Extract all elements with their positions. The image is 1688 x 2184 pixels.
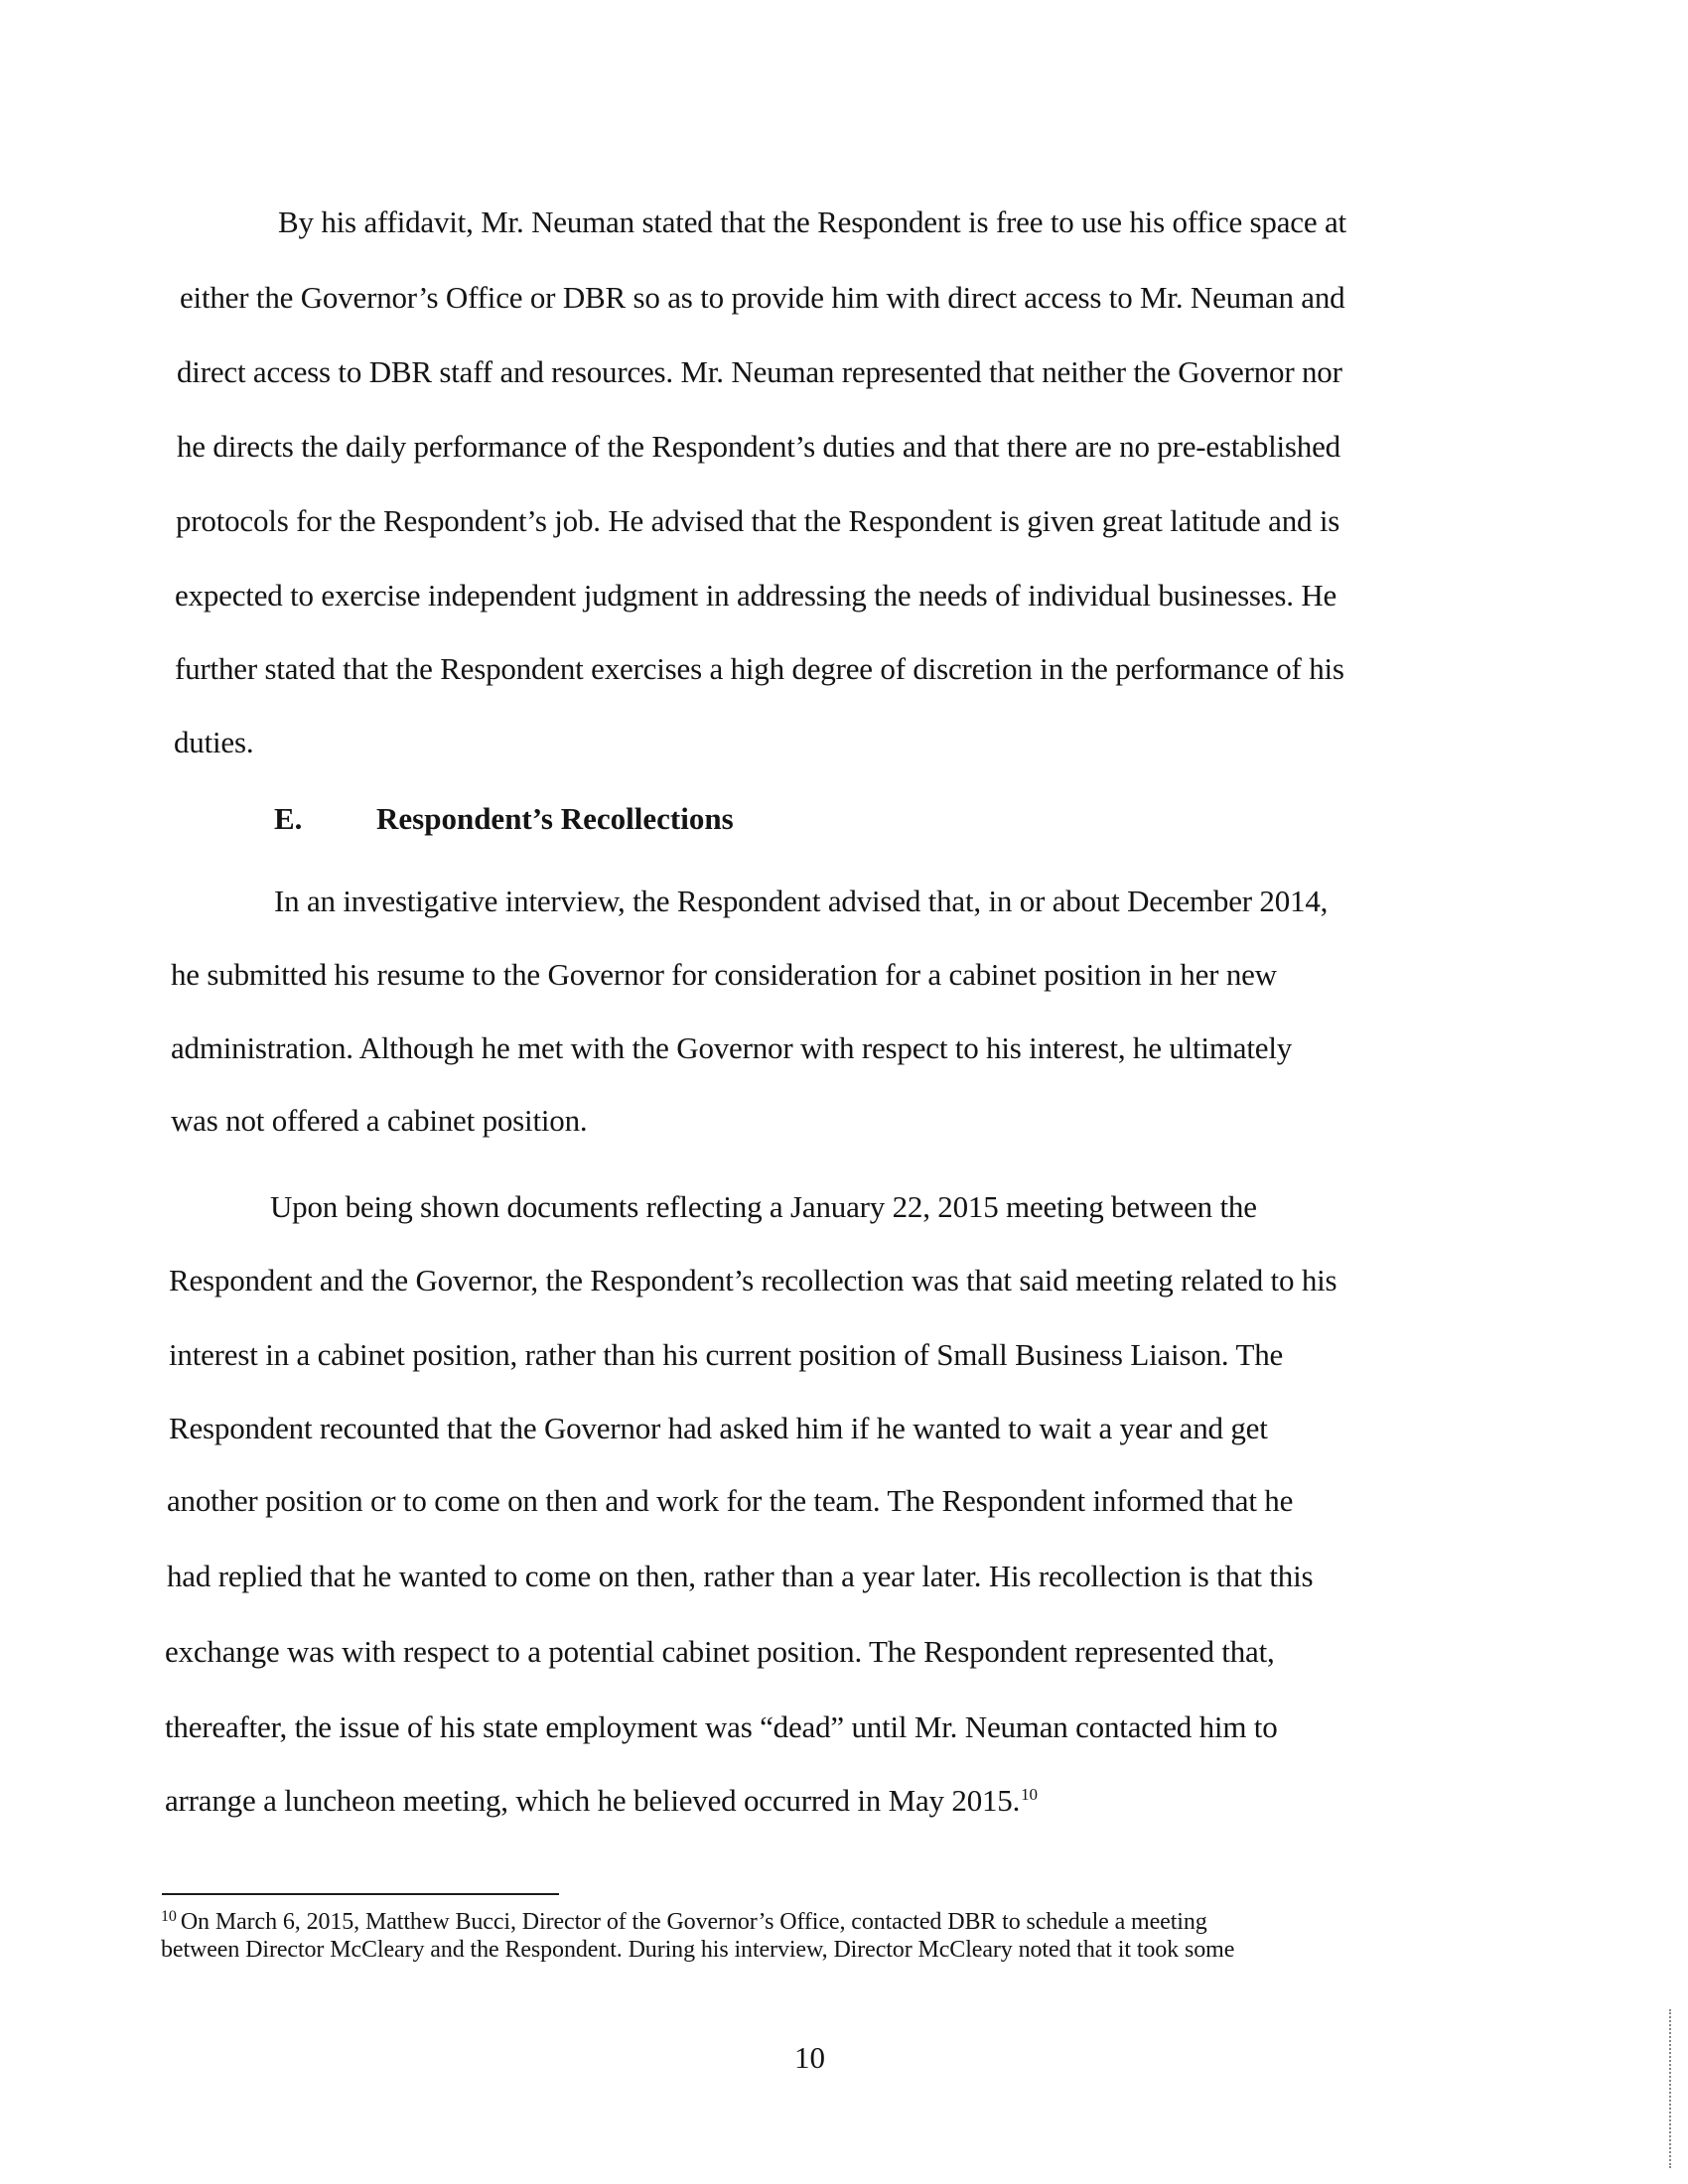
- text-line: had replied that he wanted to come on then, rather than a year later. His recollection is that this: [167, 1559, 1314, 1593]
- footnote-separator: [162, 1893, 559, 1895]
- scan-edge-mark: [1669, 2009, 1672, 2168]
- text-line: protocols for the Respondent’s job. He advised that the Respondent is given great latitude and is: [176, 503, 1340, 538]
- text-line: Respondent recounted that the Governor had asked him if he wanted to wait a year and get: [169, 1411, 1268, 1445]
- page-number: 10: [794, 2040, 825, 2075]
- text-line: direct access to DBR staff and resources. Mr. Neuman represented that neither the Governor nor: [177, 354, 1342, 389]
- text-line: either the Governor’s Office or DBR so as to provide him with direct access to Mr. Neuman and: [180, 280, 1345, 315]
- text-line: Respondent and the Governor, the Respondent’s recollection was that said meeting related to his: [169, 1263, 1337, 1297]
- section-letter: E.: [274, 801, 303, 836]
- text-line-content: arrange a luncheon meeting, which he believed occurred in May 2015.: [165, 1783, 1021, 1818]
- text-line: was not offered a cabinet position.: [171, 1103, 588, 1138]
- text-line: thereafter, the issue of his state employment was “dead” until Mr. Neuman contacted him to: [165, 1709, 1278, 1744]
- footnote-number: 10: [161, 1908, 177, 1925]
- text-line: administration. Although he met with the Governor with respect to his interest, he ultimately: [171, 1030, 1293, 1065]
- footnote-line: between Director McCleary and the Respondent. During his interview, Director McCleary noted that it took some: [161, 1937, 1235, 1963]
- text-line: he directs the daily performance of the Respondent’s duties and that there are no pre-established: [177, 429, 1340, 464]
- text-line: expected to exercise independent judgment in addressing the needs of individual businesses. He: [175, 578, 1337, 613]
- text-line: duties.: [174, 725, 254, 759]
- text-line: By his affidavit, Mr. Neuman stated that the Respondent is free to use his office space at: [278, 205, 1346, 239]
- text-line: further stated that the Respondent exercises a high degree of discretion in the performance of his: [175, 651, 1344, 686]
- section-title: Respondent’s Recollections: [376, 801, 734, 836]
- footnote-text: On March 6, 2015, Matthew Bucci, Director of the Governor’s Office, contacted DBR to schedule a meeting: [180, 1909, 1207, 1935]
- footnote-reference[interactable]: 10: [1021, 1785, 1038, 1804]
- text-line: another position or to come on then and work for the team. The Respondent informed that he: [167, 1483, 1294, 1518]
- text-line: Upon being shown documents reflecting a January 22, 2015 meeting between the: [270, 1189, 1257, 1224]
- text-line: In an investigative interview, the Respondent advised that, in or about December 2014,: [274, 884, 1329, 918]
- footnote-line: [161, 1908, 1207, 1936]
- text-line: [165, 1783, 1038, 1819]
- text-line: interest in a cabinet position, rather than his current position of Small Business Liaison. The: [169, 1337, 1284, 1372]
- text-line: exchange was with respect to a potential cabinet position. The Respondent represented that,: [165, 1634, 1275, 1669]
- text-line: he submitted his resume to the Governor for consideration for a cabinet position in her new: [171, 957, 1277, 992]
